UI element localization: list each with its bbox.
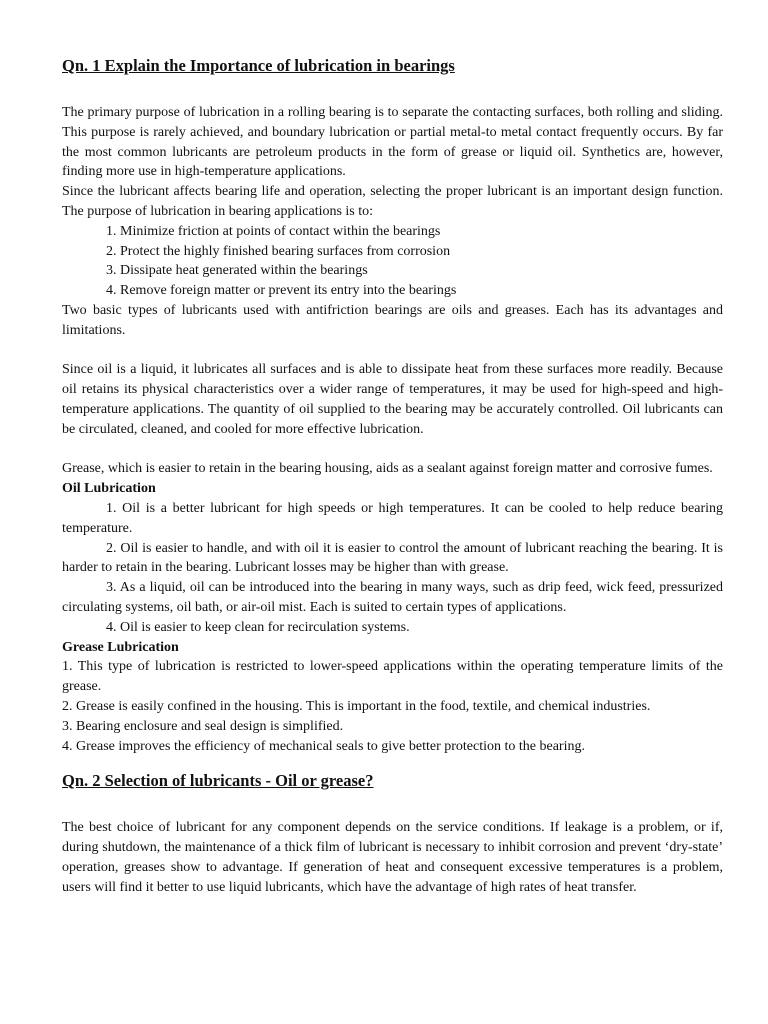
grease-lubrication-item-2: 2. Grease is easily confined in the housing. This is important in the food, textile, and chemical industries.: [62, 698, 651, 714]
lubricant-types-paragraph: Two basic types of lubricants used with antifriction bearings are oils and greases. Each has its advantages and limitations.: [62, 302, 723, 338]
oil-paragraph: Since oil is a liquid, it lubricates all surfaces and is able to dissipate heat from these surfaces more readily. Because oil retains its physical characteristics over a wider range of temperatures, it may be used for high-speed and high-temperature applications. The quantity of oil supplied to the bearing may be accurately controlled. Oil lubricants can be circulated, cleaned, and cooled for more effective lubrication.: [62, 362, 723, 437]
purpose-item-1: 1. Minimize friction at points of contact within the bearings: [106, 223, 441, 239]
document-page: [62, 54, 723, 897]
purpose-item-3: 3. Dissipate heat generated within the bearings: [106, 263, 368, 279]
intro-paragraph-2: Since the lubricant affects bearing life and operation, selecting the proper lubricant is an important design function. The purpose of lubrication in bearing applications is to:: [62, 184, 723, 219]
intro-paragraph-1: The primary purpose of lubrication in a rolling bearing is to separate the contacting surfaces, both rolling and sliding. This purpose is rarely achieved, and boundary lubrication or partial metal-to metal contact frequently occurs. By far the most common lubricants are petroleum products in the form of grease or liquid oil. Synthetics are, however, finding more use in high-temperature applications.: [62, 105, 723, 180]
oil-lubrication-item-1: 1. Oil is a better lubricant for high speeds or high temperatures. It can be cooled to help reduce bearing temperature.: [62, 500, 723, 536]
oil-lubrication-item-2: 2. Oil is easier to handle, and with oil it is easier to control the amount of lubricant reaching the bearing. It is harder to retain in the bearing. Lubricant losses may be higher than with grease.: [62, 540, 723, 576]
oil-lubrication-heading: Oil Lubrication: [62, 481, 156, 497]
grease-lubrication-heading: Grease Lubrication: [62, 639, 179, 655]
oil-lubrication-item-4: 4. Oil is easier to keep clean for recirculation systems.: [106, 619, 410, 635]
question-2-heading: Qn. 2 Selection of lubricants - Oil or grease?: [62, 771, 374, 791]
oil-lubrication-item-3: 3. As a liquid, oil can be introduced into the bearing in many ways, such as drip feed, wick feed, pressurized circulating systems, oil bath, or air-oil mist. Each is suited to certain types of applications.: [62, 580, 723, 615]
grease-lubrication-item-3: 3. Bearing enclosure and seal design is simplified.: [62, 718, 344, 734]
question-1-heading: Qn. 1 Explain the Importance of lubrication in bearings: [62, 56, 455, 75]
purpose-item-4: 4. Remove foreign matter or prevent its entry into the bearings: [106, 283, 457, 299]
grease-lubrication-item-1: 1. This type of lubrication is restricted to lower-speed applications within the operating temperature limits of the grease.: [62, 659, 723, 695]
grease-paragraph: Grease, which is easier to retain in the bearing housing, aids as a sealant against foreign matter and corrosive fumes.: [62, 461, 713, 477]
selection-paragraph: The best choice of lubricant for any component depends on the service conditions. If leakage is a problem, or if, during shutdown, the maintenance of a thick film of lubricant is necessary to inhibit corrosion and prevent ‘dry-state’ operation, greases show to advantage. If generation of heat and consequent excessive temperatures is a problem, users will find it better to use liquid lubricants, which have the advantage of high rates of heat transfer.: [62, 820, 723, 895]
purpose-item-2: 2. Protect the highly finished bearing surfaces from corrosion: [106, 243, 451, 259]
grease-lubrication-item-4: 4. Grease improves the efficiency of mechanical seals to give better protection to the bearing.: [62, 738, 585, 754]
